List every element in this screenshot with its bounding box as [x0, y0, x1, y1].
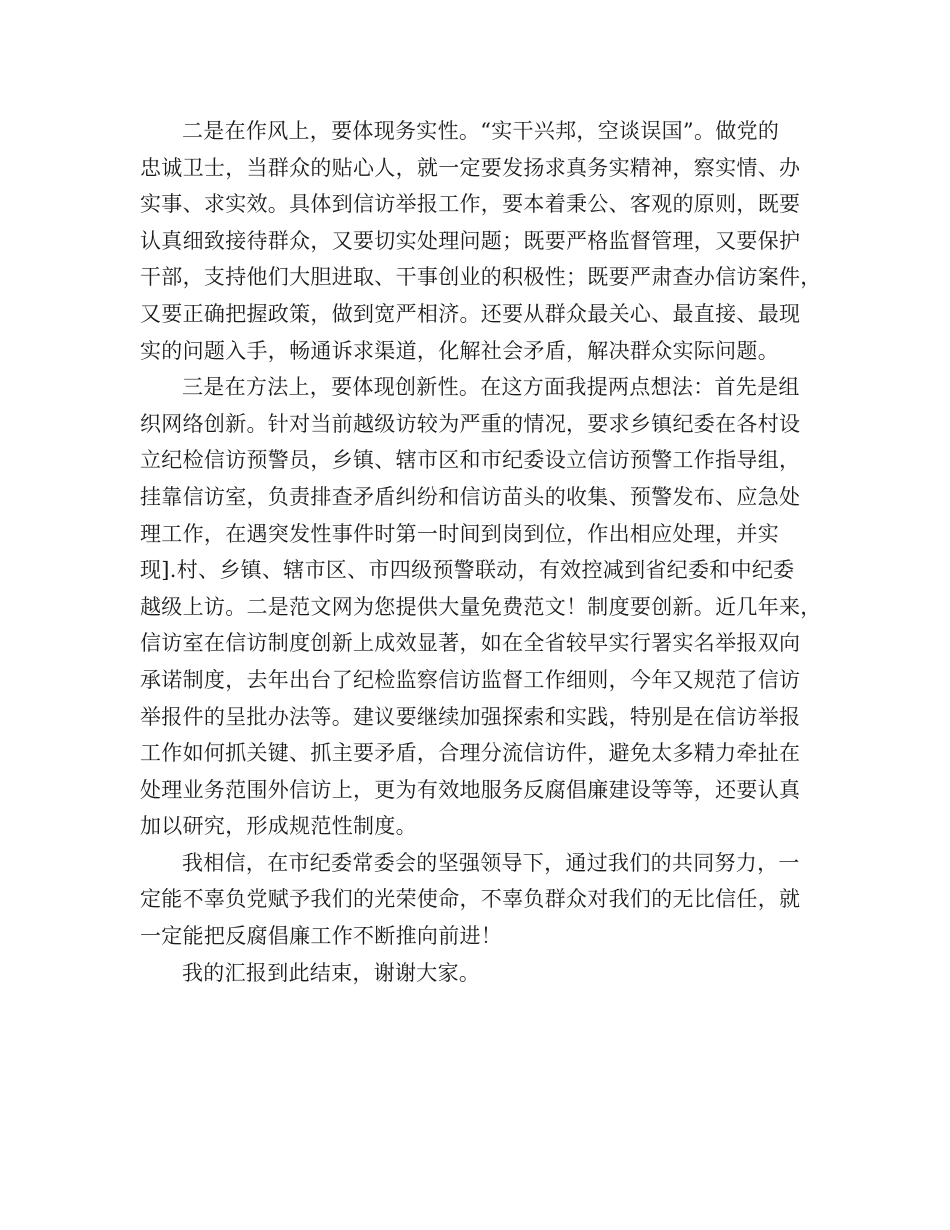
text-line: 加以研究，形成规范性制度。 [140, 814, 417, 839]
text-line: 又要正确把握政策，做到宽严相济。还要从群众最关心、最直接、最现 [140, 301, 801, 326]
text-line: 我的汇报到此结束，谢谢大家。 [182, 960, 481, 985]
text-line: 承诺制度，去年出台了纪检监察信访监督工作细则，今年又规范了信访 [140, 667, 801, 692]
paragraph-work-style [140, 113, 830, 369]
text-line: 定能不辜负党赋予我们的光荣使命，不辜负群众对我们的无比信任，就 [140, 887, 801, 912]
text-line: 忠诚卫士，当群众的贴心人，就一定要发扬求真务实精神，察实情、办 [140, 155, 801, 180]
text-line: 工作如何抓关键、抓主要矛盾，合理分流信访件，避免太多精力牵扯在 [140, 741, 801, 766]
text-line: 干部，支持他们大胆进取、干事创业的积极性；既要严肃查办信访案件， [140, 265, 822, 290]
text-line: 处理业务范围外信访上，更为有效地服务反腐倡廉建设等等，还要认真 [140, 777, 801, 802]
text-line: 理工作，在遇突发性事件时第一时间到岗到位，作出相应处理，并实 [140, 521, 779, 546]
text-line: 信访室在信访制度创新上成效显著，如在全省较早实行署实名举报双向 [140, 631, 801, 656]
text-line: 织网络创新。针对当前越级访较为严重的情况，要求乡镇纪委在各村设 [140, 411, 801, 436]
text-line: 越级上访。二是范文网为您提供大量免费范文！制度要创新。近几年来， [140, 594, 822, 619]
paragraph-method-innovation [140, 369, 830, 845]
text-line: 认真细致接待群众，又要切实处理问题；既要严格监督管理，又要保护 [140, 228, 801, 253]
text-line: 实的问题入手，畅通诉求渠道，化解社会矛盾，解决群众实际问题。 [140, 338, 779, 363]
text-line: 现].村、乡镇、辖市区、市四级预警联动，有效控减到省纪委和中纪委 [140, 558, 795, 583]
text-line: 立纪检信访预警员，乡镇、辖市区和市纪委设立信访预警工作指导组， [140, 448, 801, 473]
paragraph-conclusion [140, 845, 830, 955]
text-line: 一定能把反腐倡廉工作不断推向前进！ [140, 924, 503, 949]
text-line: 三是在方法上，要体现创新性。在这方面我提两点想法：首先是组 [182, 375, 800, 400]
text-line: 我相信，在市纪委常委会的坚强领导下，通过我们的共同努力，一 [182, 850, 800, 875]
text-line: 实事、求实效。具体到信访举报工作，要本着秉公、客观的原则，既要 [140, 192, 801, 217]
paragraph-closing [140, 955, 830, 992]
text-line: 挂靠信访室，负责排查矛盾纠纷和信访苗头的收集、预警发布、应急处 [140, 484, 801, 509]
text-line: 二是在作风上，要体现务实性。“实干兴邦，空谈误国”。做党的 [182, 119, 780, 143]
text-line: 举报件的呈批办法等。建议要继续加强探索和实践，特别是在信访举报 [140, 704, 801, 729]
document-body [140, 113, 830, 991]
